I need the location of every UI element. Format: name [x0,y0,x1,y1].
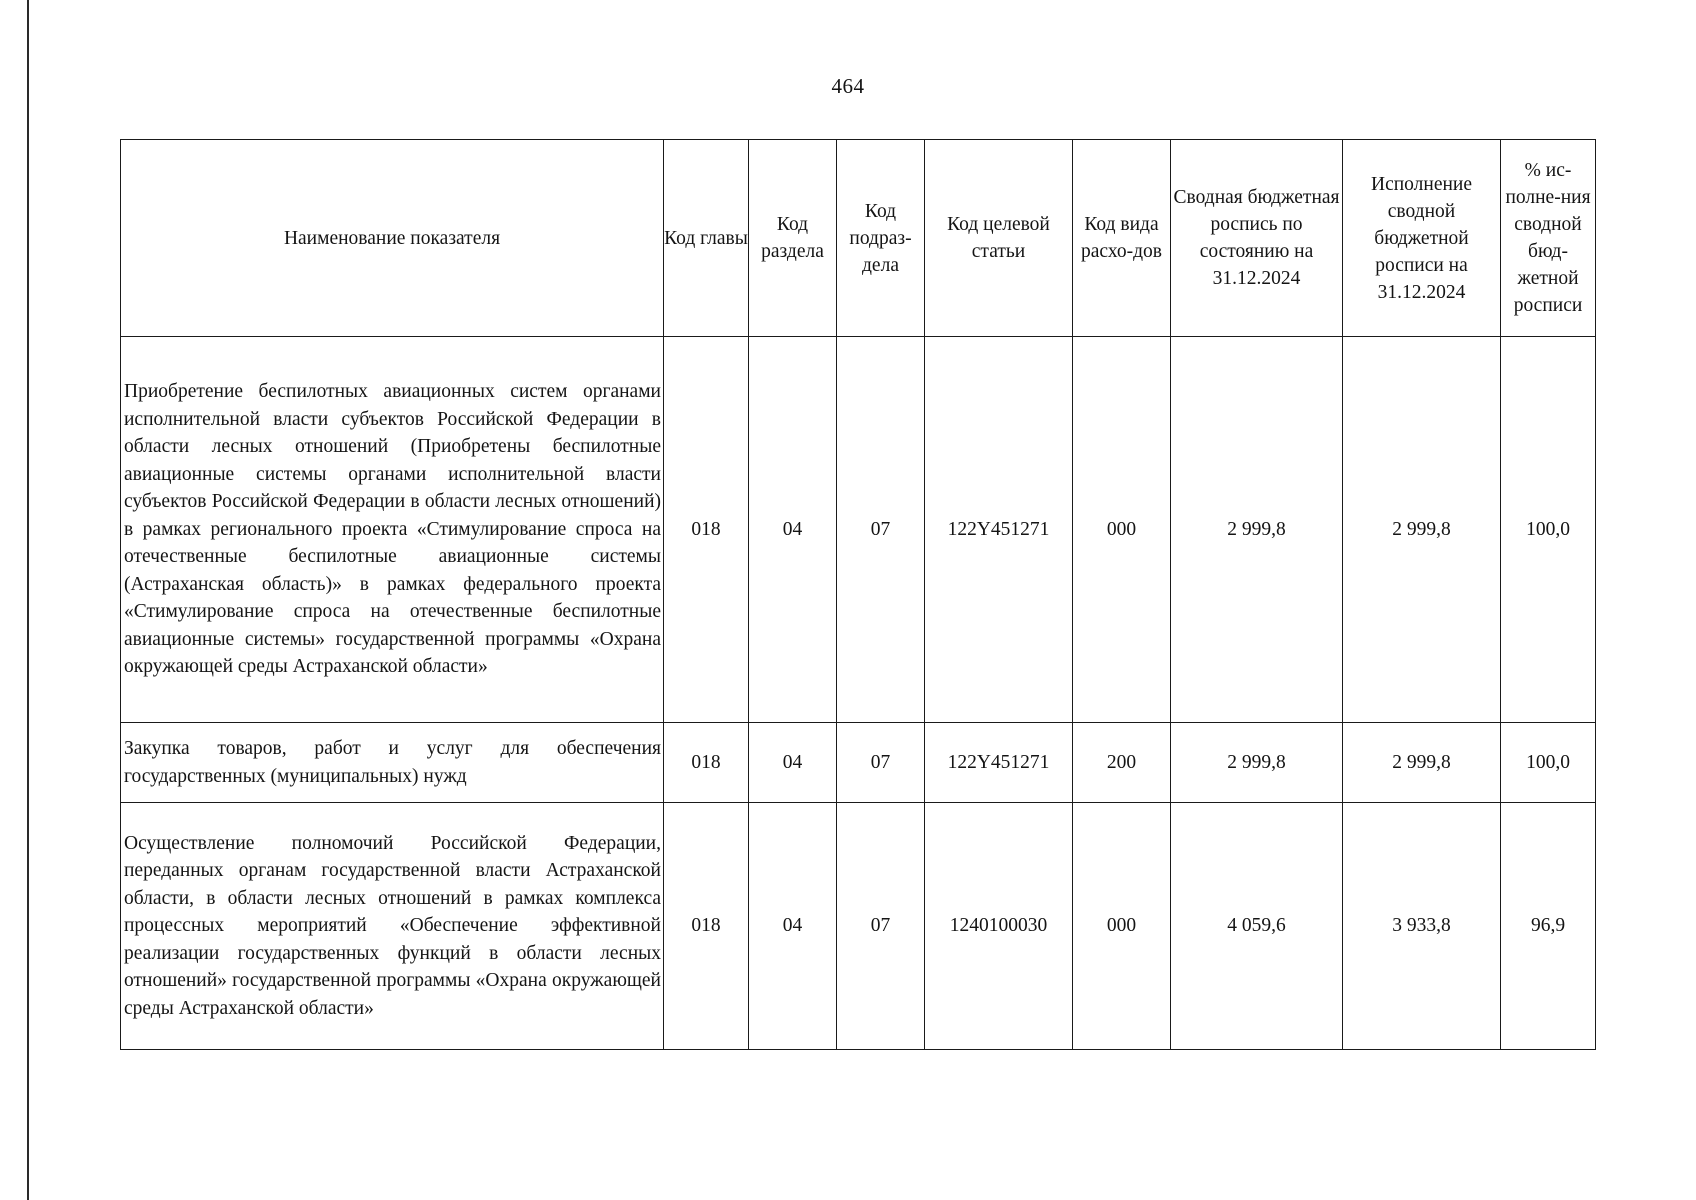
row-expense-type-code: 200 [1073,723,1171,803]
row-percent: 100,0 [1501,723,1596,803]
header-section-code: Код раздела [749,140,837,337]
row-execution: 2 999,8 [1343,723,1501,803]
row-section-code: 04 [749,723,837,803]
row-percent: 96,9 [1501,803,1596,1050]
table-row [121,723,1596,803]
row-expense-type-code: 000 [1073,803,1171,1050]
row-execution: 3 933,8 [1343,803,1501,1050]
row-execution: 2 999,8 [1343,337,1501,723]
row-section-code: 04 [749,337,837,723]
header-budget-list: Сводная бюджетная роспись по состоянию на 31.12.2024 [1171,140,1343,337]
row-name: Приобретение беспилотных авиационных систем органами исполнительной власти субъектов Российской Федерации в области лесных отношений (Приобретены беспилотные авиационные системы органами исполнительной власти субъектов Российской Федерации в области лесных отношений) в рамках регионального проекта «Стимулирование спроса на отечественные беспилотные авиационные системы (Астраханская область)» в рамках федерального проекта «Стимулирование спроса на отечественные беспилотные авиационные системы» государственной программы «Охрана окружающей среды Астраханской области» [121,337,664,723]
header-subsection-code: Код подраз-дела [837,140,925,337]
row-name: Закупка товаров, работ и услуг для обеспечения государственных (муниципальных) нужд [121,723,664,803]
table-row [121,337,1596,723]
header-expense-type-code: Код вида расхо-дов [1073,140,1171,337]
row-percent: 100,0 [1501,337,1596,723]
row-target-code: 122Y451271 [925,337,1073,723]
row-section-code: 04 [749,803,837,1050]
row-subsection-code: 07 [837,803,925,1050]
row-target-code: 122Y451271 [925,723,1073,803]
row-subsection-code: 07 [837,723,925,803]
row-chapter-code: 018 [664,723,749,803]
table-header-row [121,140,1596,337]
table-row [121,803,1596,1050]
scan-edge-line [27,0,29,1200]
row-budget-list: 2 999,8 [1171,337,1343,723]
row-subsection-code: 07 [837,337,925,723]
header-target-code: Код целевой статьи [925,140,1073,337]
budget-execution-table [120,139,1596,1050]
row-budget-list: 4 059,6 [1171,803,1343,1050]
row-budget-list: 2 999,8 [1171,723,1343,803]
header-execution: Исполнение сводной бюджетной росписи на 31.12.2024 [1343,140,1501,337]
header-chapter-code: Код главы [664,140,749,337]
header-name: Наименование показателя [121,140,664,337]
row-chapter-code: 018 [664,337,749,723]
row-expense-type-code: 000 [1073,337,1171,723]
row-target-code: 1240100030 [925,803,1073,1050]
row-name: Осуществление полномочий Российской Федерации, переданных органам государственной власти Астраханской области, в области лесных отношений в рамках комплекса процессных мероприятий «Обеспечение эффективной реализации государственных функций в области лесных отношений» государственной программы «Охрана окружающей среды Астраханской области» [121,803,664,1050]
page-number: 464 [831,74,865,98]
row-chapter-code: 018 [664,803,749,1050]
header-percent: % ис-полне-ния сводной бюд-жетной росписи [1501,140,1596,337]
